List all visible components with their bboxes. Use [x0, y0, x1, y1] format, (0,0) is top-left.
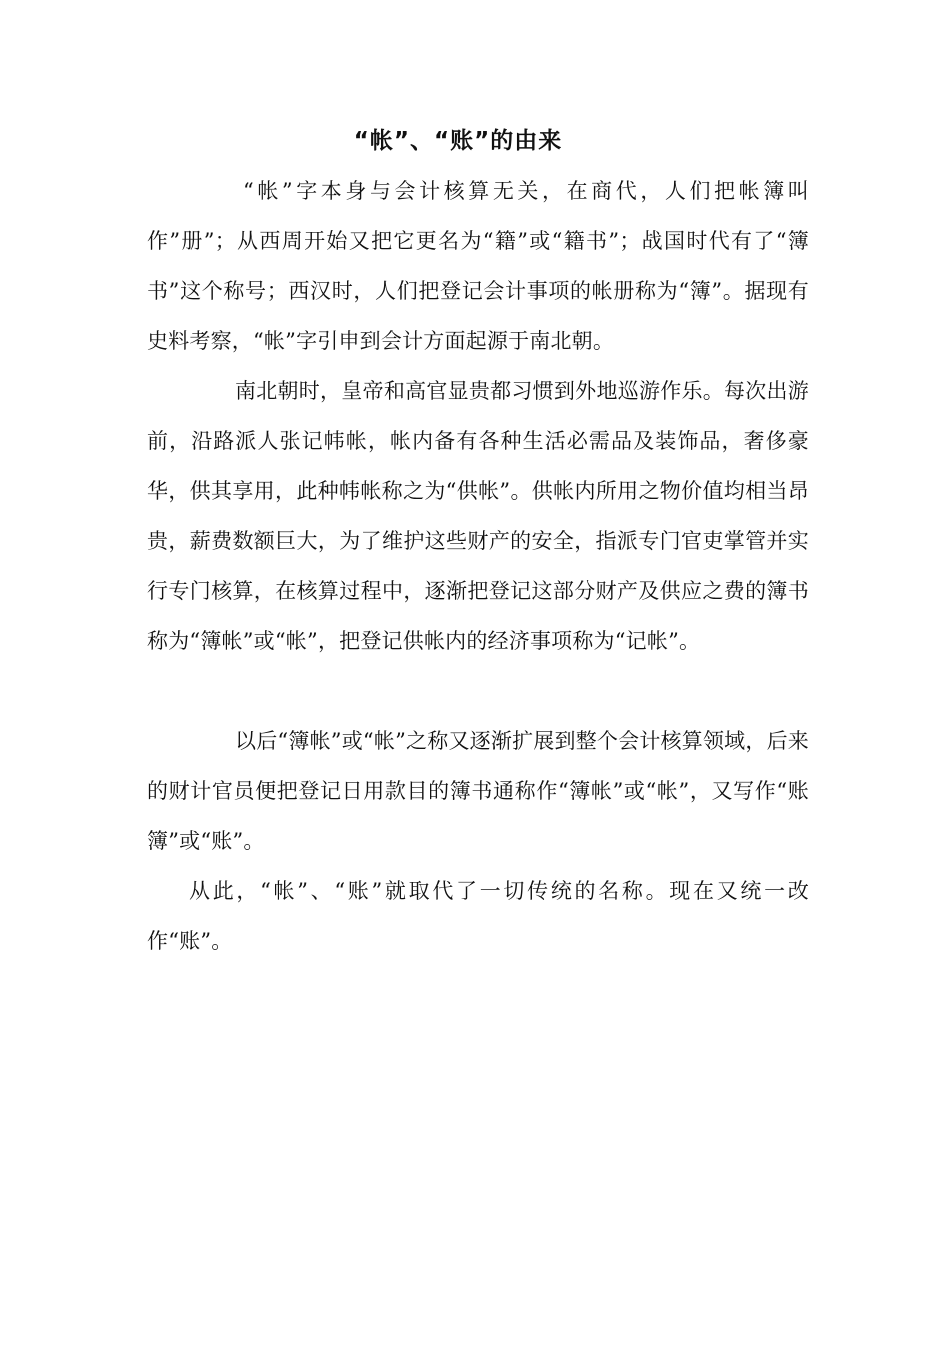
- paragraph-southern-northern-dynasties: 南北朝时，皇帝和高官显贵都习惯到外地巡游作乐。每次出游前，沿路派人张记帏帐，帐内备有各种生活必需品及装饰品，奢侈豪华，供其享用，此种帏帐称之为“供帐”。供帐内所用之物价值均相当昂贵，薪费数额巨大，为了维护这些财产的安全，指派专门官吏掌管并实行专门核算，在核算过程中，逐渐把登记这部分财产及供应之费的簿书称为“簿帐”或“帐”，把登记供帐内的经济事项称为“记帐”。: [147, 379, 809, 653]
- paragraph-later-extension: 以后“簿帐”或“帐”之称又逐渐扩展到整个会计核算领域，后来的财计官员便把登记日用款目的簿书通称作“簿帐”或“帐”，又写作“账簿”或“账”。: [147, 729, 809, 853]
- document-title: “帐”、“账”的由来: [353, 128, 563, 154]
- paragraph-origin-of-zhang: “帐”字本身与会计核算无关，在商代，人们把帐簿叫作”册”；从西周开始又把它更名为“籍”或“籍书”；战国时代有了“簿书”这个称号；西汉时，人们把登记会计事项的帐册称为“簿”。据现有史料考察，“帐”字引申到会计方面起源于南北朝。: [147, 179, 809, 353]
- paragraph-conclusion: 从此，“帐”、“账”就取代了一切传统的名称。现在又统一改作“账”。: [147, 879, 809, 953]
